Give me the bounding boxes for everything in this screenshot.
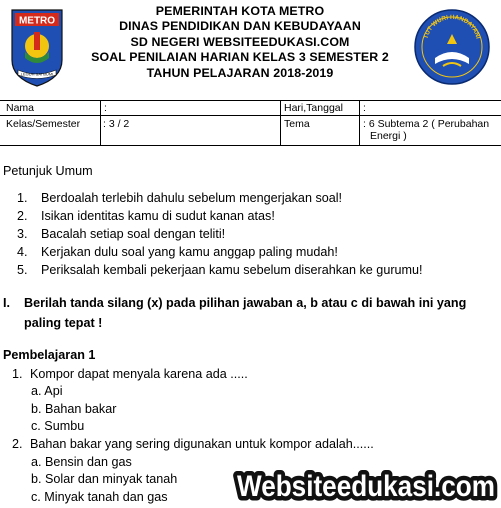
question-2-option-c[interactable]: c. Minyak tanah dan gas — [31, 490, 168, 504]
document-header — [0, 0, 501, 96]
pembelajaran-title: Pembelajaran 1 — [3, 348, 96, 362]
websiteedukasi-watermark — [233, 456, 499, 506]
tema-value-line-1: : 6 Subtema 2 ( Perubahan — [363, 118, 490, 130]
list-item-number: 5. — [17, 263, 28, 277]
list-item-text: Berdoalah terlebih dahulu sebelum mengerjakan soal! — [41, 191, 343, 205]
question-2-option-b[interactable]: b. Solar dan minyak tanah — [31, 472, 178, 486]
question-number: 1. — [12, 367, 23, 381]
tut-wuri-handayani-logo-icon — [413, 8, 491, 86]
list-item-text: Bacalah setiap soal dengan teliti! — [41, 227, 226, 241]
list-item-number: 4. — [17, 245, 28, 259]
hari-tanggal-field[interactable]: : — [363, 102, 366, 114]
metro-city-logo-icon — [10, 8, 64, 88]
question-2 — [12, 437, 374, 451]
section-instruction-line-2: paling tepat ! — [24, 316, 103, 330]
list-item — [17, 207, 423, 225]
question-2-option-a[interactable]: a. Bensin dan gas — [31, 455, 132, 469]
question-1-option-c[interactable]: c. Sumbu — [31, 419, 85, 433]
info-col-divider-2 — [280, 101, 281, 145]
kelas-semester-label: Kelas/Semester — [6, 118, 81, 130]
hari-tanggal-label: Hari,Tanggal — [284, 102, 343, 114]
question-1-option-b[interactable]: b. Bahan bakar — [31, 402, 117, 416]
question-1-option-a[interactable]: a. Api — [31, 384, 63, 398]
question-text: Kompor dapat menyala karena ada ..... — [30, 367, 248, 381]
heading-line-2: DINAS PENDIDIKAN DAN KEBUDAYAAN — [119, 19, 361, 34]
info-col-divider-3 — [359, 101, 360, 145]
list-item-number: 2. — [17, 209, 28, 223]
kelas-semester-value: : 3 / 2 — [103, 118, 130, 130]
petunjuk-list — [17, 189, 423, 279]
watermark-outline: Websiteedukasi.com — [237, 470, 495, 503]
watermark-text: Websiteedukasi.com — [237, 470, 495, 503]
question-text: Bahan bakar yang sering digunakan untuk kompor adalah...... — [30, 437, 374, 451]
heading-line-1: PEMERINTAH KOTA METRO — [155, 4, 325, 18]
list-item-number: 3. — [17, 227, 28, 241]
logo-left-title: METRO — [18, 15, 56, 27]
petunjuk-title: Petunjuk Umum — [3, 164, 93, 178]
info-row-divider — [0, 115, 501, 116]
heading-line-4: SOAL PENILAIAN HARIAN KELAS 3 SEMESTER 2 — [91, 50, 389, 65]
list-item — [17, 225, 423, 243]
list-item — [17, 261, 423, 279]
list-item-text: Periksalah kembali pekerjaan kamu sebelum diserahkan ke gurumu! — [41, 263, 423, 277]
list-item — [17, 189, 423, 207]
logo-right-text: TUT WURI HANDAYANI — [422, 13, 482, 40]
section-roman-numeral: I. — [3, 296, 10, 310]
question-1 — [12, 367, 248, 381]
school-heading — [70, 4, 410, 81]
nama-field[interactable]: : — [104, 102, 107, 114]
logo-left-motto: LEGUH SAI BUMI — [20, 71, 54, 77]
list-item-text: Kerjakan dulu soal yang kamu anggap paling mudah! — [41, 245, 338, 259]
info-col-divider-1 — [100, 101, 101, 145]
heading-line-3: SD NEGERI WEBSITEEDUKASI.COM — [130, 34, 350, 49]
nama-label: Nama — [6, 102, 35, 114]
list-item-number: 1. — [17, 191, 28, 205]
question-number: 2. — [12, 437, 23, 451]
list-item-text: Isikan identitas kamu di sudut kanan atas! — [41, 209, 275, 223]
tema-value-line-2: Energi ) — [370, 130, 407, 142]
list-item — [17, 243, 423, 261]
student-info-table — [0, 100, 501, 146]
tema-label: Tema — [284, 118, 310, 130]
heading-line-5: TAHUN PELAJARAN 2018-2019 — [146, 65, 334, 80]
section-instruction-line-1: Berilah tanda silang (x) pada pilihan jawaban a, b atau c di bawah ini yang — [24, 296, 467, 310]
